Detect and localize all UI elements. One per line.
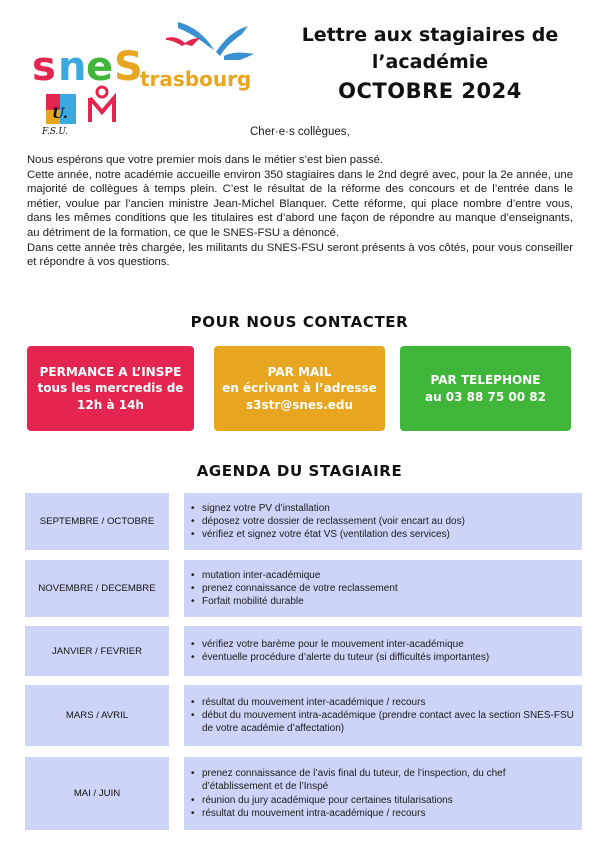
svg-text:e: e <box>86 44 114 90</box>
agenda-heading: AGENDA DU STAGIAIRE <box>196 462 403 480</box>
contact-box-inspe <box>27 346 194 431</box>
contact-box-phone <box>400 346 571 431</box>
svg-text:U.: U. <box>52 106 68 122</box>
intro-paragraph: Nous espérons que votre premier mois dans le métier s’est bien passé. <box>27 154 384 166</box>
agenda-item: • résultat du mouvement intra-académique / recours <box>202 807 574 820</box>
agenda-items <box>184 626 582 676</box>
agenda-items <box>184 560 582 617</box>
agenda-item: • prenez connaissance de votre reclassement <box>202 582 398 595</box>
svg-text:s: s <box>32 44 56 90</box>
agenda-row-nov-dec <box>25 560 582 617</box>
svg-text:trasbourg: trasbourg <box>140 67 252 91</box>
agenda-item: • début du mouvement intra-académique (prendre contact avec la section SNES-FSU de votre académie d’affectation) <box>202 709 574 736</box>
crane-icon <box>178 22 214 50</box>
contact-box-text: tous les mercredis de <box>37 381 184 396</box>
svg-text:F.S.U.: F.S.U. <box>42 127 69 136</box>
letter-title <box>280 22 580 106</box>
greeting: Cher·e·s collègues, <box>250 126 350 138</box>
contact-email[interactable]: s3str@snes.edu <box>245 397 354 412</box>
contact-box-heading: PERMANCE A L’INSPE <box>39 364 182 379</box>
contact-box-mail <box>214 346 385 431</box>
agenda-row-may-jun <box>25 757 582 830</box>
agenda-item: • mutation inter-académique <box>202 569 398 582</box>
agenda-row-mar-apr <box>25 685 582 746</box>
agenda-item: • vérifiez votre barème pour le mouvement inter-académique <box>202 638 489 651</box>
agenda-period: JANVIER / FEVRIER <box>25 626 169 676</box>
agenda-row-jan-feb <box>25 626 582 676</box>
contact-box-text: 12h à 14h <box>77 397 144 412</box>
svg-text:n: n <box>58 44 87 90</box>
agenda-item: • éventuelle procédure d’alerte du tuteur (si difficultés importantes) <box>202 651 489 664</box>
agenda-period: MARS / AVRIL <box>25 685 169 746</box>
agenda-item: • déposez votre dossier de reclassement (voir encart au dos) <box>202 515 465 528</box>
contact-box-heading: PAR MAIL <box>267 364 332 379</box>
agenda-item: • signez votre PV d’installation <box>202 502 465 515</box>
contact-box-text: en écrivant à l’adresse <box>222 381 377 396</box>
agenda-items <box>184 757 582 830</box>
title-date: OCTOBRE 2024 <box>338 79 522 103</box>
svg-text:S: S <box>114 44 143 90</box>
intro-text <box>27 153 573 270</box>
agenda-item: • vérifiez et signez votre état VS (ventilation des services) <box>202 528 465 541</box>
contact-phone[interactable]: au 03 88 75 00 82 <box>424 389 547 404</box>
agenda-items <box>184 493 582 550</box>
agenda-row-sep-oct <box>25 493 582 550</box>
contact-box-heading: PAR TELEPHONE <box>430 373 541 387</box>
agenda-item: • réunion du jury académique pour certaines titularisations <box>202 794 574 807</box>
snes-strasbourg-logo <box>28 16 278 136</box>
agenda-period: MAI / JUIN <box>25 757 169 830</box>
intro-paragraph: Cette année, notre académie accueille environ 350 stagiaires dans le 2nd degré avec, pour la 2e année, une majorité de collègues à temps plein. C’est le résultat de la réforme des concours et de l’entrée dans le métier, voulue par l’ancien ministre Jean-Michel Blanquer. Cette réforme, qui place nombre d’entre vous, dans les mêmes conditions que les titulaires est d’abord une façon de répondre au manque d’enseignants, au détriment de la formation, ce que le SNES-FSU a dénoncé. <box>27 168 573 239</box>
agenda-period: SEPTEMBRE / OCTOBRE <box>25 493 169 550</box>
agenda-item: • prenez connaissance de l’avis final du tuteur, de l’inspection, du chef d’établissement et de l’Inspé <box>202 767 574 794</box>
title-line-1: Lettre aux stagiaires de <box>301 24 559 46</box>
agenda-item: • résultat du mouvement inter-académique / recours <box>202 696 574 709</box>
agenda-period: NOVEMBRE / DECEMBRE <box>25 560 169 617</box>
contact-heading: POUR NOUS CONTACTER <box>190 313 409 331</box>
title-line-2: l’académie <box>371 51 489 73</box>
intro-paragraph: Dans cette année très chargée, les militants du SNES-FSU seront présents à vos côtés, pour vous conseiller et répondre à vos questions. <box>27 241 573 269</box>
agenda-items <box>184 685 582 746</box>
agenda-item: • Forfait mobilité durable <box>202 595 398 608</box>
